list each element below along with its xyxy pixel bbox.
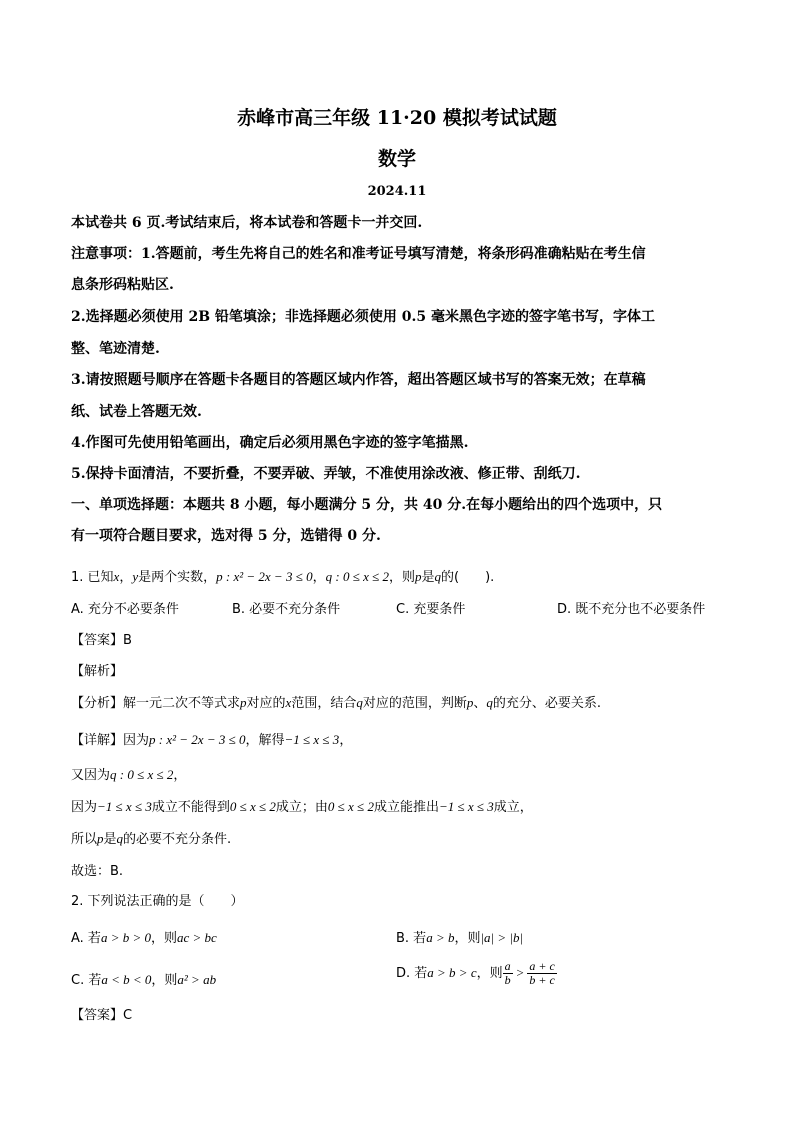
q2-option-b: [396, 927, 523, 946]
option-condition: a < b < 0: [101, 972, 152, 987]
section-heading-line-2: 有一项符合题目要求，选对得 5 分，选错得 0 分.: [71, 528, 381, 544]
notice-3a: 3.请按照题号顺序在答题卡各题目的答题区域内作答，超出答题区域书写的答案无效；在草稿: [71, 372, 646, 388]
detail-math: −1 ≤ x ≤ 3: [438, 799, 494, 814]
notice-5: 5.保持卡面清洁，不要折叠，不要弄破、弄皱，不准使用涂改液、修正带、刮纸刀.: [71, 466, 581, 482]
notice-4: 4.作图可先使用铅笔画出，确定后必须用黑色字迹的签字笔描黑.: [71, 435, 469, 451]
detail-math: 0 ≤ x ≤ 2: [327, 799, 374, 814]
detail-text: ，: [173, 768, 187, 783]
q1-option-a: A. 充分不必要条件: [71, 602, 179, 617]
greater-than: >: [515, 965, 525, 980]
q1-var-x: x: [113, 569, 120, 584]
answer-label: 【答案】: [71, 1008, 124, 1023]
option-text: ，则: [476, 966, 503, 981]
notice-2a: 2.选择题必须使用 2B 铅笔填涂；非选择题必须使用 0.5 毫米黑色字迹的签字笔书写，字体工: [71, 309, 656, 325]
q1-is: 是: [421, 570, 435, 585]
option-result: a² > ab: [177, 972, 217, 987]
q1-option-b: B. 必要不充分条件: [232, 602, 341, 617]
q1-q-definition: q : 0 ≤ x ≤ 2: [325, 569, 389, 584]
notice-3b: 纸、试卷上答题无效.: [71, 404, 202, 420]
option-condition: a > b: [426, 930, 455, 945]
q1-analysis-label: 【解析】: [71, 664, 124, 679]
fenxi-text: 、: [473, 696, 487, 711]
option-label: C. 若: [71, 973, 102, 988]
fenxi-x: x: [285, 695, 292, 710]
detail-range: −1 ≤ x ≤ 3: [284, 732, 340, 747]
detail-text: 是: [103, 832, 117, 847]
option-text: ，则: [454, 931, 481, 946]
detail-text: 又因为: [71, 768, 111, 783]
detail-text: 成立，: [493, 800, 533, 815]
fraction-denominator: b + c: [529, 973, 555, 987]
detail-text: 因为: [123, 733, 150, 748]
q1-detail-line-4: [71, 828, 231, 847]
fenxi-label: 【分析】: [71, 696, 124, 711]
option-label: D. 若: [396, 966, 428, 981]
option-result: |a| > |b|: [480, 930, 524, 945]
fraction-denominator: b: [504, 973, 511, 987]
q1-detail-line-3: [71, 796, 533, 815]
detail-math: 0 ≤ x ≤ 2: [229, 799, 276, 814]
fenxi-text: 解一元二次不等式求: [123, 696, 241, 711]
fraction-a-plus-c-over-b-plus-c: [527, 960, 556, 987]
notice-1b: 息条形码粘贴区.: [71, 277, 174, 293]
detail-p: p: [97, 831, 104, 846]
q1-stem-end-1: ，则: [388, 570, 415, 585]
option-result: ac > bc: [177, 930, 217, 945]
section-heading-line-1: 一、单项选择题：本题共 8 小题，每小题满分 5 分，共 40 分.在每小题给出的四个选项中，只: [71, 497, 663, 513]
q1-fenxi: [71, 692, 601, 711]
fenxi-text: 对应的: [246, 696, 286, 711]
q1-sep: ，: [119, 570, 133, 585]
answer-value: B: [123, 633, 132, 648]
q1-comma: ，: [312, 570, 326, 585]
detail-math: −1 ≤ x ≤ 3: [97, 799, 152, 814]
question-1-stem: [71, 566, 494, 585]
instructions-line-1: 本试卷共 6 页.考试结束后，将本试卷和答题卡一并交回.: [71, 215, 423, 231]
option-condition: a > b > 0: [100, 930, 151, 945]
exam-date: 2024.11: [367, 184, 427, 199]
detail-text: 的必要不充分条件.: [123, 832, 232, 847]
q1-p: p: [415, 569, 422, 584]
fraction-numerator: a + c: [529, 959, 555, 973]
notice-1a: 注意事项：1.答题前，考生先将自己的姓名和准考证号填写清楚，将条形码准确粘贴在考生信: [71, 246, 646, 262]
q2-answer: [71, 1004, 132, 1023]
q1-detail-line-2: [71, 764, 186, 783]
fenxi-p: p: [240, 695, 247, 710]
option-text: ，则: [151, 973, 178, 988]
fenxi-text: 的充分、必要关系.: [492, 696, 602, 711]
q2-option-d: [396, 960, 557, 987]
q1-option-c: C. 充要条件: [396, 602, 466, 617]
fraction-numerator: a: [504, 959, 511, 973]
answer-value: C: [123, 1008, 133, 1023]
fraction-a-over-b: [503, 960, 513, 987]
option-condition: a > b > c: [427, 965, 477, 980]
fenxi-text: 对应的范围，判断: [362, 696, 467, 711]
detail-text: ，解得: [245, 733, 285, 748]
q1-p-definition: p : x² − 2x − 3 ≤ 0: [216, 569, 313, 584]
q1-var-y: y: [132, 569, 139, 584]
subject-title: 数学: [377, 148, 416, 170]
fenxi-text: 范围，结合: [291, 696, 357, 711]
q1-option-d: D. 既不充分也不必要条件: [557, 602, 706, 617]
option-text: ，则: [150, 931, 177, 946]
fenxi-q: q: [486, 695, 493, 710]
fenxi-q: q: [356, 695, 363, 710]
detail-text: ，: [339, 733, 353, 748]
q1-stem-end-2: 的( ).: [441, 570, 495, 585]
q1-choose: 故选：B.: [71, 864, 124, 879]
detail-q: q: [116, 831, 124, 846]
q1-q: q: [434, 569, 442, 584]
q1-prefix: 1. 已知: [71, 570, 114, 585]
notice-2b: 整、笔迹清楚.: [71, 341, 160, 357]
option-label: B. 若: [396, 931, 427, 946]
fenxi-p: p: [466, 695, 474, 710]
question-2-stem: 2. 下列说法正确的是（ ）: [71, 894, 244, 909]
detail-text: 成立不能得到: [151, 800, 230, 815]
detail-p-def: p : x² − 2x − 3 ≤ 0: [149, 732, 246, 747]
q1-answer: [71, 629, 132, 648]
q2-option-a: [71, 927, 217, 946]
detail-text: 成立；由: [275, 800, 328, 815]
detail-text: 成立能推出: [373, 800, 439, 815]
detail-label: 【详解】: [71, 733, 124, 748]
answer-label: 【答案】: [71, 633, 124, 648]
q1-stem-mid: 是两个实数，: [138, 570, 217, 585]
detail-text: 所以: [71, 832, 98, 847]
detail-text: 因为: [71, 800, 98, 815]
option-label: A. 若: [71, 931, 101, 946]
detail-q-def: q : 0 ≤ x ≤ 2: [110, 767, 174, 782]
q1-detail-line-1: [71, 729, 352, 748]
exam-title: 赤峰市高三年级 11·20 模拟考试试题: [237, 107, 557, 129]
q2-option-c: [71, 969, 216, 988]
